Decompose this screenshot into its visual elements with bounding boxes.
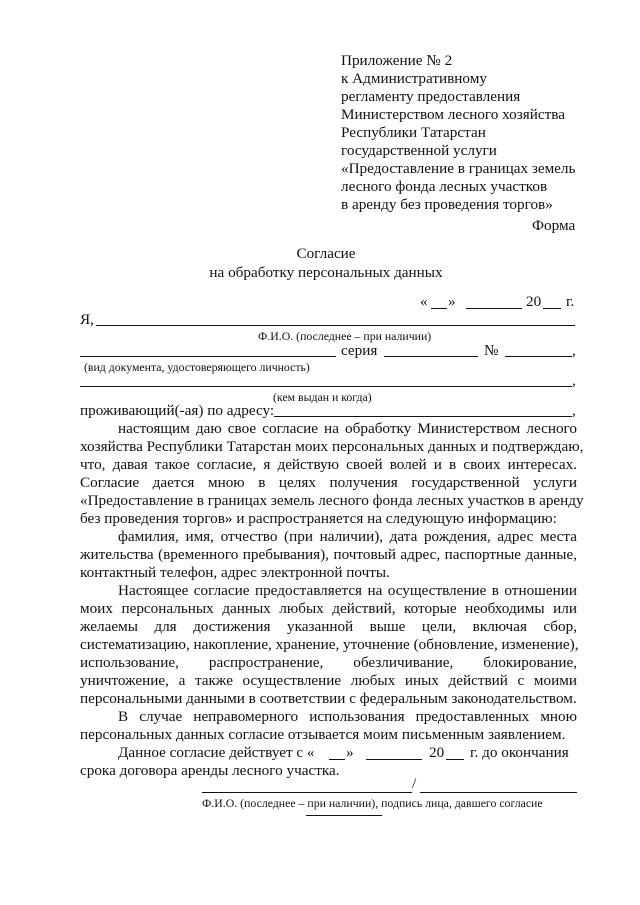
validity-close-quote: »	[346, 744, 354, 761]
text-line: моих персональных данных любых действий, которые необходимы или	[80, 600, 577, 617]
text-line: фамилия, имя, отчество (при наличии), дата рождения, адрес места	[118, 528, 577, 545]
appendix-line: Республики Татарстан	[341, 124, 486, 141]
appendix-line: Министерством лесного хозяйства	[341, 106, 565, 123]
signature-name-field[interactable]	[202, 792, 412, 793]
form-label: Форма	[532, 217, 576, 234]
document-caption: (вид документа, удостоверяющего личность)	[84, 360, 310, 374]
text-line: срока договора аренды лесного участка.	[80, 762, 340, 779]
date-day-blank[interactable]	[431, 308, 447, 309]
text-line: уничтожение, а также осуществление любых иных действий с моими	[80, 672, 577, 689]
text-line: контактный телефон, адрес электронной почты.	[80, 564, 390, 581]
validity-year-blank[interactable]	[446, 759, 464, 760]
text-line: В случае неправомерного использования предоставленных мною	[118, 708, 577, 725]
validity-day-blank[interactable]	[329, 759, 345, 760]
validity-month-blank[interactable]	[366, 759, 422, 760]
number-field[interactable]	[505, 356, 572, 357]
date-open-quote: «	[420, 293, 428, 310]
signature-caption: Ф.И.О. (последнее – при наличии), подпись лица, давшего согласие	[202, 796, 543, 810]
date-close-quote: »	[448, 293, 456, 310]
appendix-line: к Административному	[341, 70, 487, 87]
appendix-line: Приложение № 2	[341, 52, 453, 69]
signature-slash: /	[412, 775, 417, 792]
issued-caption: (кем выдан и когда)	[273, 390, 372, 404]
i-label: Я,	[80, 311, 94, 328]
fio-field[interactable]	[96, 325, 575, 326]
appendix-line: в аренду без проведения торгов»	[341, 196, 553, 213]
series-label: серия	[341, 342, 378, 359]
text-line: настоящим даю свое согласие на обработку Министерством лесного	[118, 420, 577, 437]
appendix-line: лесного фонда лесных участков	[341, 178, 548, 195]
text-line: хозяйства Республики Татарстан моих персональных данных и подтверждаю,	[80, 438, 584, 455]
appendix-line: «Предоставление в границах земель	[341, 160, 576, 177]
text-line: жительства (временного пребывания), почтовый адрес, паспортные данные,	[80, 546, 577, 563]
fio-caption: Ф.И.О. (последнее – при наличии)	[258, 329, 432, 343]
text-line: персональными данными в соответствии с федеральным законодательством.	[80, 690, 577, 707]
document-type-field[interactable]	[80, 356, 336, 357]
bottom-divider	[306, 815, 382, 816]
issued-by-field[interactable]	[80, 386, 572, 387]
date-month-blank[interactable]	[466, 308, 522, 309]
text-line: систематизацию, накопление, хранение, уточнение (обновление, изменение),	[80, 636, 579, 653]
address-field[interactable]	[274, 416, 572, 417]
validity-start-text: Данное согласие действует с «	[118, 744, 315, 761]
date-year-blank[interactable]	[543, 308, 561, 309]
date-year-suffix: г.	[566, 293, 575, 310]
title-line2: на обработку персональных данных	[209, 264, 443, 281]
text-line: Согласие дается мною в целях получения государственной услуги	[80, 474, 577, 491]
text-line: использование, распространение, обезличивание, блокирование,	[80, 654, 577, 671]
comma: ,	[572, 402, 576, 419]
text-line: что, давая такое согласие, я действую своей волей и в своих интересах.	[80, 456, 577, 473]
text-line: «Предоставление в границах земель лесного фонда лесных участков в аренду	[80, 492, 584, 509]
appendix-line: регламенту предоставления	[341, 88, 521, 105]
text-line: Настоящее согласие предоставляется на осуществление в отношении	[118, 582, 577, 599]
comma: ,	[572, 372, 576, 389]
address-label: проживающий(-ая) по адресу:	[80, 402, 275, 419]
validity-end-text: г. до окончания	[470, 744, 569, 761]
number-label: №	[484, 342, 499, 359]
date-year-prefix: 20	[526, 293, 542, 310]
text-line: без проведения торгов» и распространяется на следующую информацию:	[80, 510, 557, 527]
appendix-line: государственной услуги	[341, 142, 497, 159]
comma: ,	[572, 342, 576, 359]
title-line1: Согласие	[296, 245, 356, 262]
validity-year-prefix: 20	[429, 744, 445, 761]
text-line: персональных данных согласие отзывается моим письменным заявлением.	[80, 726, 566, 743]
series-field[interactable]	[384, 356, 478, 357]
signature-field[interactable]	[420, 792, 577, 793]
text-line: желаемы для достижения указанной выше цели, включая сбор,	[80, 618, 577, 635]
